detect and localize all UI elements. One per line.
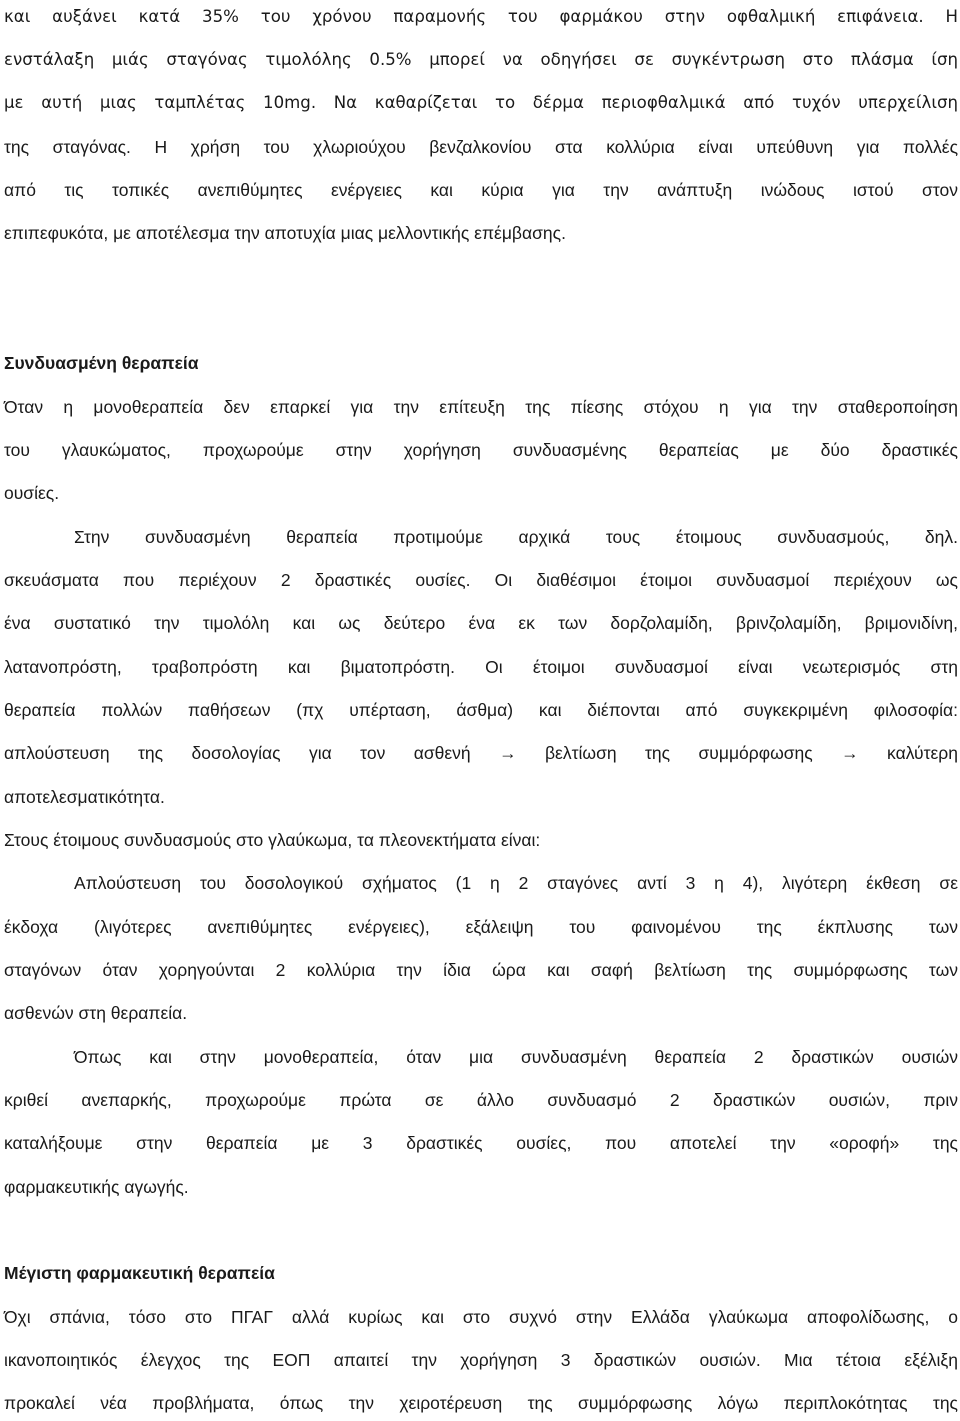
section-heading-maximum: Μέγιστη φαρμακευτική θεραπεία bbox=[4, 1263, 275, 1283]
text-line: ασθενών στη θεραπεία. bbox=[4, 1003, 188, 1023]
text-line: Όπως και στην μονοθεραπεία, όταν μια συνδυασμένη θεραπεία 2 δραστικών ουσιών bbox=[74, 1047, 958, 1067]
text-line: ικανοποιητικός έλεγχος της ΕΟΠ απαιτεί την χορήγηση 3 δραστικών ουσιών. Μια τέτοια εξέλιξη bbox=[4, 1350, 958, 1370]
text-line: Στους έτοιμους συνδυασμούς στο γλαύκωμα, τα πλεονεκτήματα είναι: bbox=[4, 830, 541, 850]
text-line: του γλαυκώματος, προχωρούμε στην χορήγηση συνδυασμένης θεραπείας με δύο δραστικές bbox=[4, 440, 958, 460]
text-line: και αυξάνει κατά 35% του χρόνου παραμονής του φαρμάκου στην οφθαλμική επιφάνεια. Η bbox=[4, 7, 958, 26]
text-line: καταλήξουμε στην θεραπεία με 3 δραστικές ουσίες, που αποτελεί την «οροφή» της bbox=[4, 1133, 958, 1153]
text-line: απλούστευση της δοσολογίας για τον ασθενή → βελτίωση της συμμόρφωσης → καλύτερη bbox=[4, 743, 958, 763]
text-line: της σταγόνας. Η χρήση του χλωριούχου βενζαλκονίου στα κολλύρια είναι υπεύθυνη για πολλές bbox=[4, 137, 958, 157]
text-line: Όχι σπάνια, τόσο στο ΠΓΑΓ αλλά κυρίως και στο συχνό στην Ελλάδα γλαύκωμα αποφολίδωσης, ο bbox=[4, 1307, 958, 1327]
text-line: ενστάλαξη μιάς σταγόνας τιμολόλης 0.5% μπορεί να οδηγήσει σε συγκέντρωση στο πλάσμα ίση bbox=[4, 50, 958, 69]
text-line: Στην συνδυασμένη θεραπεία προτιμούμε αρχικά τους έτοιμους συνδυασμούς, δηλ. bbox=[74, 527, 958, 547]
text-line: από τις τοπικές ανεπιθύμητες ενέργειες και κύρια για την ανάπτυξη ινώδους ιστού στον bbox=[4, 180, 958, 200]
section-heading-combination: Συνδυασμένη θεραπεία bbox=[4, 353, 199, 373]
text-line: λατανοπρόστη, τραβοπρόστη και βιματοπρόστη. Οι έτοιμοι συνδυασμοί είναι νεωτερισμός στη bbox=[4, 657, 958, 677]
text-line: ουσίες. bbox=[4, 483, 60, 503]
text-line: προκαλεί νέα προβλήματα, όπως την χειροτέρευση της συμμόρφωσης λόγω περιπλοκότητας της bbox=[4, 1393, 958, 1413]
text-line: σταγόνων όταν χορηγούνται 2 κολλύρια την ίδια ώρα και σαφή βελτίωση της συμμόρφωσης των bbox=[4, 960, 958, 980]
text-line: φαρμακευτικής αγωγής. bbox=[4, 1177, 189, 1197]
text-line: ένα συστατικό την τιμολόλη και ως δεύτερο ένα εκ των δορζολαμίδη, βρινζολαμίδη, βριμονιδίνη, bbox=[4, 613, 958, 633]
text-line: με αυτή μιας ταμπλέτας 10mg. Να καθαρίζεται το δέρμα περιοφθαλμικά από τυχόν υπερχείλιση bbox=[4, 93, 958, 112]
text-line: έκδοχα (λιγότερες ανεπιθύμητες ενέργειες), εξάλειψη του φαινομένου της έκπλυσης των bbox=[4, 917, 958, 937]
text-line: αποτελεσματικότητα. bbox=[4, 787, 165, 807]
text-line: σκευάσματα που περιέχουν 2 δραστικές ουσίες. Οι διαθέσιμοι έτοιμοι συνδυασμοί περιέχουν ως bbox=[4, 570, 958, 590]
text-line: Απλούστευση του δοσολογικού σχήματος (1 η 2 σταγόνες αντί 3 η 4), λιγότερη έκθεση σε bbox=[74, 873, 958, 893]
text-line: θεραπεία πολλών παθήσεων (πχ υπέρταση, άσθμα) και διέπονται από συγκεκριμένη φιλοσοφία: bbox=[4, 700, 958, 720]
text-line: Όταν η μονοθεραπεία δεν επαρκεί για την επίτευξη της πίεσης στόχου η για την σταθεροποίηση bbox=[4, 397, 958, 417]
text-line: επιπεφυκότα, με αποτέλεσμα την αποτυχία μιας μελλοντικής επέμβασης. bbox=[4, 223, 566, 243]
text-line: κριθεί ανεπαρκής, προχωρούμε πρώτα σε άλλο συνδυασμό 2 δραστικών ουσιών, πριν bbox=[4, 1090, 958, 1110]
